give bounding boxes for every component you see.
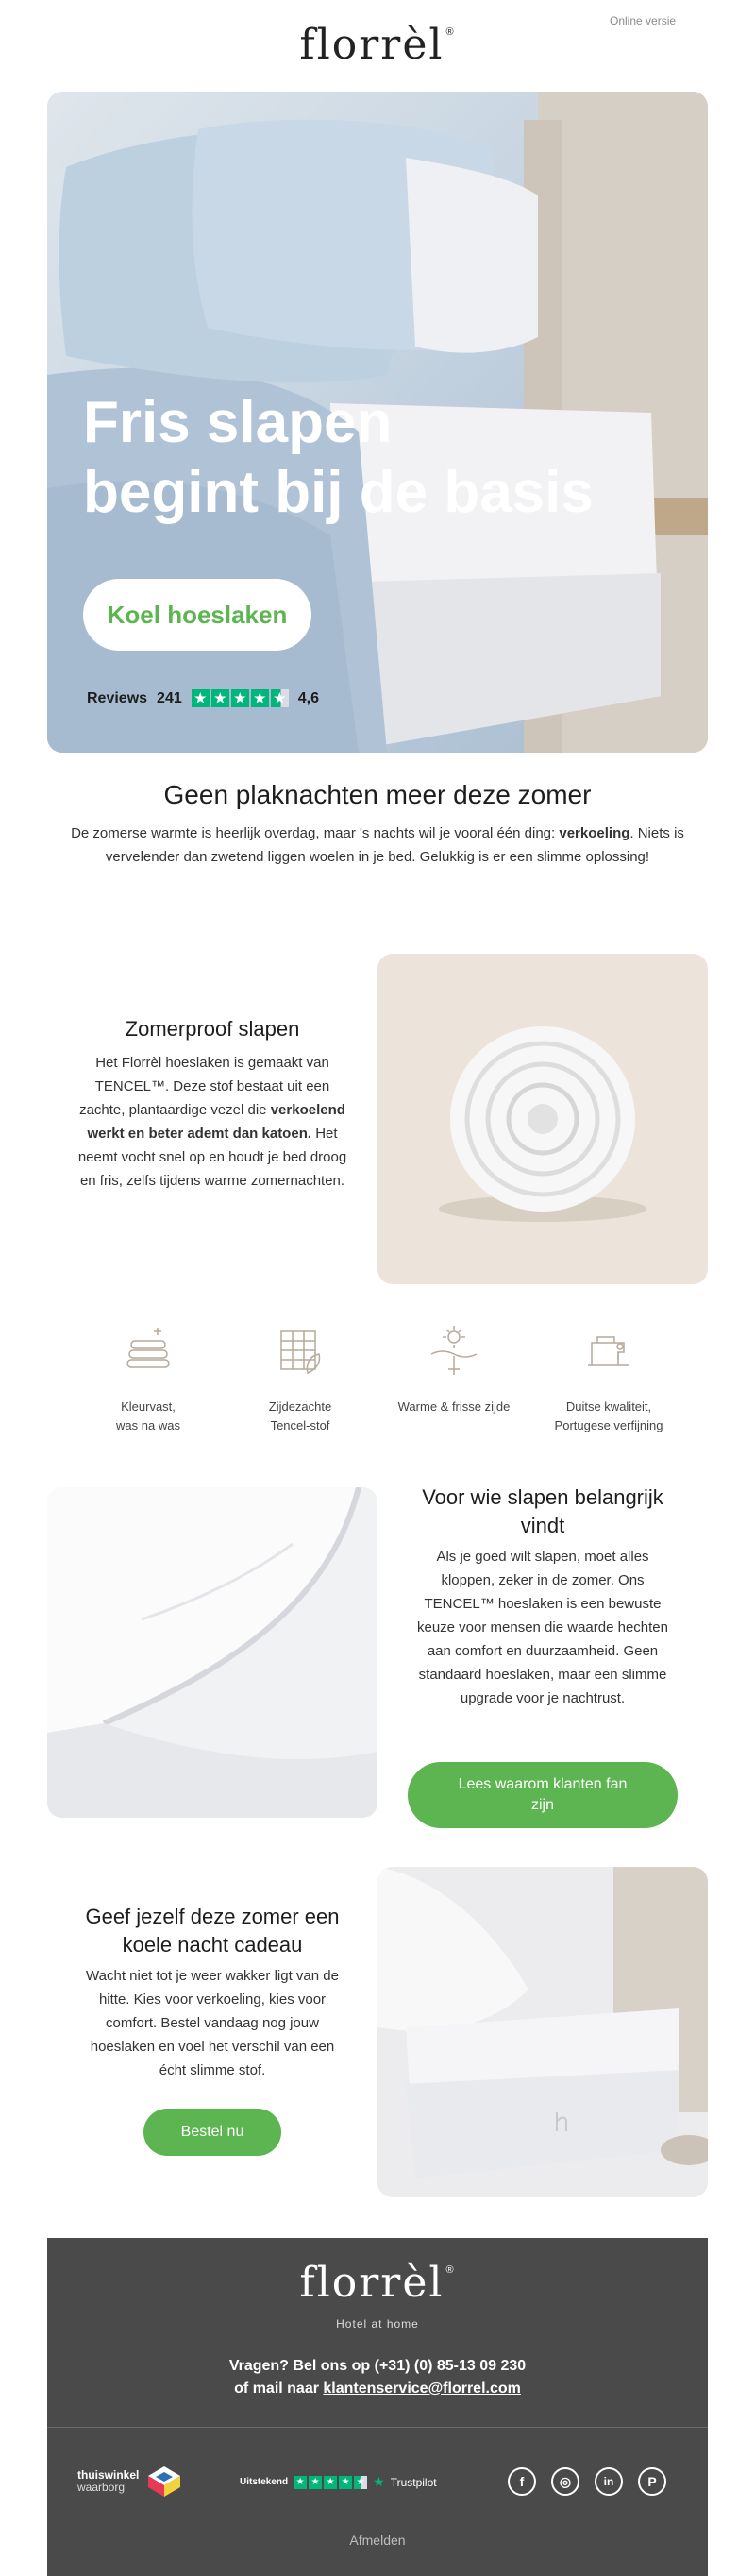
voorwie-heading: Voor wie slapen belangrijk vindt — [422, 1485, 663, 1537]
fitted-sheet-image — [47, 1487, 378, 1818]
star-icon: ★ — [309, 2476, 322, 2489]
facebook-icon[interactable]: f — [508, 2467, 536, 2496]
zomerproof-text-after: Het neemt vocht snel op en houdt je bed droog en fris, zelfs tijdens warme zomernachten. — [77, 1126, 347, 1189]
hero-title-line1: Fris slapen — [83, 390, 393, 455]
fabric-leaf-icon — [272, 1324, 328, 1381]
reviews-count: 241 — [157, 689, 182, 706]
intro-text-bold: verkoeling — [559, 825, 630, 841]
footer-tagline: Hotel at home — [336, 2317, 419, 2330]
instagram-icon[interactable]: ◎ — [551, 2467, 579, 2496]
trustpilot-stars — [294, 2476, 367, 2489]
brand-logo[interactable] — [283, 21, 472, 69]
footer-mail-line — [142, 2378, 613, 2400]
zomerproof-text-bold: verkoelend werkt en beter ademt dan katoen. — [87, 1102, 345, 1142]
star-icon: ★ — [231, 689, 249, 707]
star-icon: ★ — [251, 689, 269, 707]
sewing-machine-icon — [580, 1324, 637, 1381]
footer-contact — [142, 2355, 613, 2400]
unsubscribe-link[interactable]: Afmelden — [349, 2533, 406, 2548]
cadeau-text: Wacht niet tot je weer wakker ligt van de hitte. Kies voor verkoeling, kies voor comfort. Bestel vandaag nog jouw hoeslaken en voel het verschil van een écht slimme stof. — [86, 1968, 339, 2078]
cadeau-heading: Geef jezelf deze zomer een koele nacht cadeau — [85, 1905, 340, 1957]
feature-line1: Kleurvast, — [121, 1399, 176, 1414]
rolled-sheet-image — [378, 954, 708, 1284]
footer-logo[interactable] — [283, 2259, 472, 2307]
rating-value: 4,6 — [297, 689, 319, 706]
zomerproof-text — [76, 1051, 349, 1193]
lees-waarom-button[interactable]: Lees waarom klanten fan zijn — [408, 1762, 678, 1828]
star-icon: ★ — [324, 2476, 337, 2489]
stacked-sheets-icon — [120, 1324, 176, 1381]
star-icon: ★ — [192, 689, 210, 707]
feature-line2: was na was — [116, 1418, 180, 1432]
rating-stars — [192, 689, 289, 707]
bed-corner-image — [378, 1867, 708, 2197]
feature-item — [220, 1324, 380, 1435]
rolled-sheet-illustration — [378, 954, 708, 1284]
star-half-icon: ★ — [354, 2476, 367, 2489]
intro-text-before: De zomerse warmte is heerlijk overdag, maar 's nachts wil je vooral één ding: — [71, 825, 560, 841]
zomerproof-text-before: Het Florrèl hoeslaken is gemaakt van TENCEL™. Deze stof bestaat uit een zachte, plantaardige vezel die — [79, 1055, 330, 1118]
feature-item — [528, 1324, 689, 1435]
footer-divider — [47, 2427, 708, 2428]
intro-heading: Geen plaknachten meer deze zomer — [163, 780, 592, 809]
bestel-nu-button[interactable]: Bestel nu — [143, 2109, 281, 2156]
trustpilot-star-logo-icon: ★ — [373, 2474, 385, 2489]
thuiswinkel-line1: thuiswinkel — [77, 2468, 140, 2482]
star-icon: ★ — [211, 689, 229, 707]
footer-mail-prefix: of mail naar — [234, 2381, 324, 2397]
sun-temperature-icon — [426, 1324, 482, 1381]
bed-corner-illustration — [378, 1867, 708, 2197]
intro-text — [71, 822, 684, 869]
voorwie-text: Als je goed wilt slapen, moet alles kloppen, zeker in de zomer. Ons TENCEL™ hoeslaken is een bewuste keuze voor mensen die waarde hechten aan comfort en duurzaamheid. Geen standaard hoeslaken, maar een slimme upgrade voor je nachtrust. — [416, 1549, 668, 1706]
star-half-icon: ★ — [271, 689, 289, 707]
social-links — [508, 2467, 666, 2496]
trustpilot-label: Uitstekend — [240, 2477, 289, 2487]
trustpilot-badge[interactable] — [240, 2474, 437, 2490]
feature-line1: Duitse kwaliteit, — [565, 1399, 652, 1414]
footer-registered-mark: ® — [445, 2264, 456, 2276]
registered-mark: ® — [445, 26, 456, 38]
zomerproof-heading: Zomerproof slapen — [125, 1017, 300, 1041]
hero-banner — [47, 92, 708, 753]
hero-title — [83, 388, 594, 528]
fitted-sheet-illustration — [47, 1487, 378, 1818]
feature-line1: Warme & frisse zijde — [397, 1399, 511, 1414]
feature-line2: Portugese verfijning — [554, 1418, 663, 1432]
feature-item — [68, 1324, 228, 1435]
thuiswinkel-badge[interactable] — [77, 2465, 182, 2499]
thuiswinkel-line2: waarborg — [77, 2481, 126, 2494]
koel-hoeslaken-button[interactable]: Koel hoeslaken — [83, 579, 311, 651]
footer-phone[interactable]: Vragen? Bel ons op (+31) (0) 85-13 09 230 — [228, 2358, 527, 2374]
star-icon: ★ — [294, 2476, 307, 2489]
intro-text-after: . Niets is vervelender dan zwetend liggen woelen in je bed. Gelukkig is er een slimme oplossing! — [105, 825, 684, 865]
hero-title-line2: begint bij de basis — [83, 460, 594, 525]
footer-email-link[interactable]: klantenservice@florrel.com — [323, 2381, 521, 2397]
trustpilot-brand: Trustpilot — [390, 2475, 437, 2489]
thuiswinkel-text — [77, 2469, 139, 2494]
star-icon: ★ — [339, 2476, 352, 2489]
footer — [47, 2238, 708, 2576]
feature-item — [374, 1324, 534, 1416]
thuiswinkel-logo-icon — [146, 2465, 182, 2499]
brand-logo-text: florrèl — [299, 21, 445, 69]
online-version-link[interactable]: Online versie — [610, 14, 677, 27]
pinterest-icon[interactable]: P — [638, 2467, 666, 2496]
linkedin-icon[interactable]: in — [595, 2467, 623, 2496]
feature-line2: Tencel-stof — [270, 1418, 330, 1432]
reviews-summary[interactable] — [87, 689, 319, 707]
reviews-label: Reviews — [87, 689, 148, 706]
feature-line1: Zijdezachte — [268, 1399, 332, 1414]
footer-logo-text: florrèl — [299, 2259, 445, 2307]
